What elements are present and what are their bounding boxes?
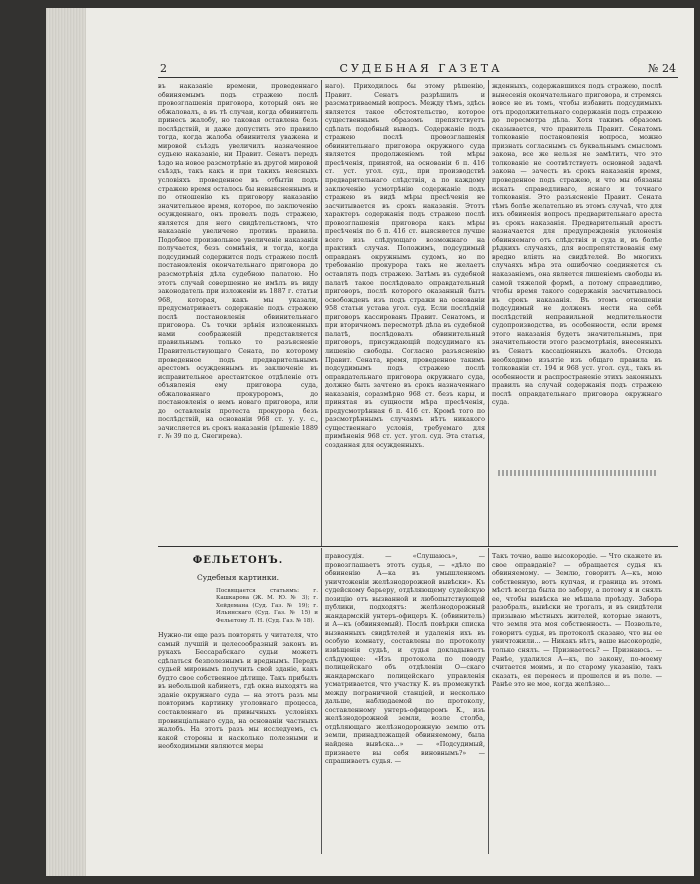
header-rule [158,77,678,78]
feuilleton-text-1: Нужно-ли еще разъ повторять у читателя, что самый лучшій и целесообразный законъ въ рукахъ Бессарабскаго судьи можетъ сдѣлаться безполезнымъ и вреднымъ. Передъ судьей мировымъ получить свой зданіе, какъ будто свое собственное дѣтище. Такъ прибылъ въ небольшой кабинетъ, гдѣ окна выходятъ на зданіе окружнаго суда — на этотъ разъ мы повторимъ картинку уголовнаго процесса, составленнаго въ привычныхъ условіяхъ провинціальнаго суда, на основаніи частныхъ жалобъ. На этотъ разъ мы исследуемъ, съ какой стороны и насколько полезными и необходимыми являются меры [158,631,318,751]
article-column-2 [325,82,485,542]
issue-number: № 24 [648,62,676,75]
page-number: 2 [160,62,167,75]
feuilleton-column-3 [492,552,662,852]
column-divider-3 [321,548,322,854]
column-2-text: наго). Приходилось бы этому рѣшенію, Правит. Сенатъ разрѣшилъ и разсматриваемый вопросъ. Между тѣмъ, здѣсь является такое обстоятельство, которое существеннымъ образомъ препятствуетъ сдѣлать подобный выводъ. Содержаніе подъ стражею послѣ провозглашенія обвинительнаго приговора окружного суда является продолженіемъ той мѣры пресѣченія, принятой, на основаніи 6 п. 416 ст. уст. угол. суд., при производствѣ предварительнаго слѣдствія, а по каждому заключенію усмотрѣнію содержаніе подъ стражею въ видѣ мѣры пресѣченія не засчитывается въ срокъ наказанія. Этотъ характеръ содержанія подъ стражею послѣ провозглашенія приговора какъ мѣры пресѣченія по 6 п. 416 ст. выясняется лучше всего изъ слѣдующаго возможнаго на практикѣ случая. Положимъ, подсудимый оправданъ окружнымъ судомъ, но по требованію прокурора такъ не желаетъ оставлять подъ стражею. Затѣмъ въ судебной палатѣ такое послѣдовало оправдательный приговоръ, послѣ которого оказанный бытъ освобожденъ изъ подъ стражи на основаніи 958 статьи устава угол. суд. Если послѣдній приговоръ кассированъ Правит. Сенатомъ, и при вторичномъ пересмотрѣ дѣла въ судебной палатѣ, послѣдовалъ обвинительный приговоръ, присуждающій подсудимаго къ лишенію свободы. Согласно разъясненію Правит. Сената, время, проведенное такимъ подсудимымъ подъ стражею послѣ оправдательнаго приговора окружнаго суда, должно быть зачтено въ срокъ назначеннаго наказанія, соразмѣрно 968 ст. безъ кары, и принятая въ сущности мѣра пресѣченія, предусмотрѣнная 6 п. 416 ст. Кромѣ того по разсмотрѣннымъ случаямъ нѣтъ никакого существеннаго условія, требуемаго для примѣненія 968 ст. уст. угол. суд. Эта статья, созданная для осужденныхъ. [325,82,485,449]
feuilleton-text-2: правосудія. — «Слушаюсь», — провозглашаетъ этотъ судья, — «дѣло по обвиненію А—ка въ умышленномъ уничтоженіи желѣзнодорожной вывѣски». Къ судейскому барьеру, отдѣляющему судейскую позицію отъ вызванной и любопытствующей публики, подходятъ: желѣзнодорожный жандармскій унтеръ-офицеръ К. (обвинитель) и А—къ (обвиняемый). Послѣ повѣрки списка вызванныхъ свидѣтелей и удаленія ихъ въ особую комнату, составлены по протоколу извѣщенія судьѣ, и судья докладываетъ слѣдующее: «Изъ протокола по поводу полицейскаго объ отдѣленіи О—скаго жандармскаго полицейскаго управленія усматривается, что участку К. въ промежуткѣ между пограничной станціей, и несколько дальше, наблюдаемой по протоколу, составленному унтеръ-офицеромъ К., изъ желѣзнодорожной земли, возле столба, отдѣляющаго желѣзнодорожную землю отъ земли, принадлежащей обвиняемому, была найдена вывѣска...» — «Подсудимый, признаете вы себя виновнымъ?» — спрашиваетъ судья. — [325,552,485,766]
article-column-1 [158,82,318,542]
column-divider-1 [321,80,322,546]
newspaper-title: СУДЕБНАЯ ГАЗЕТА [339,62,503,75]
column-1-text: въ наказаніе времени, проведеннаго обвиняемымъ подъ стражею послѣ провозглашенія приговора, который онъ не обжаловалъ, а въ тѣ случаи, когда обвинитель принесъ жалобу, но таковая оставлена безъ послѣдствій, и даже допустить это правило тогда, когда жалоба обвинителя уважена и мировой съѣздъ увеличилъ назначенное судьею наказаніе, ни Правит. Сенатъ передъ ѣздо на новое разсмотрѣніе въ другой мировой съѣздъ, такъ какъ и при такихъ неясныхъ условіяхъ проведенное въ отбытіи подъ стражею время осталось бы невыясненнымъ и по отношенію къ приговору наказанію значительное время, которое, по заключенію осужденнаго, онъ провелъ подъ стражею, является для него свидѣтельствомъ, что наказаніе увеличено противъ правила. Подобное произвольное увеличеніе наказанія получается, безъ сомнѣнія, и тогда, когда подсудимый содержится подъ стражею послѣ постановленія окончательнаго приговора до разсмотрѣнія дѣла судебною палатою. Но этотъ случай совершенно не имѣлъ въ виду законодатель при изложеніи въ 1887 г. статьи 968, которая, какъ мы указали, предусматриваетъ содержаніе подъ стражею послѣ постановленія обвинительнаго приговора. Съ точки зрѣнія изложенныхъ нами соображеній представляется правильнымъ только то разъясненіе Правительствующаго Сената, по которому проведенное подъ предварительнымъ арестомъ осужденнымъ въ заключеніе въ исправительное арестантское отдѣленіе отъ объявленія ему приговора суда, обжалованнаго прокуроромъ, до постановленія о немъ новаго приговора, или до оставленія протеста прокурора безъ послѣдствій, на основаніи 968 ст. у. у. с., зачисляется въ срокъ наказанія (рѣшеніе 1889 г. № 39 по д. Снегирева). [158,82,318,441]
ornament-divider [498,470,658,476]
column-divider-2 [488,80,489,546]
feuilleton-rule [158,546,678,547]
feuilleton-dedication: Посвящается статьямъ: г. Кашкарова (Ж. М. Ю. № 3); г. Хейдемана (Суд. Газ. № 19); г. Ильинскаго (Суд. Газ. № 15) и Фельетону Л. Н. (Суд. Газ. № 18). [216,588,318,624]
feuilleton-column-1 [158,552,318,852]
page-edges [46,8,86,876]
feuilleton-column-2 [325,552,485,852]
page-header [160,62,682,76]
feuilleton-title: ФЕЛЬЕТОНЪ. [192,555,284,566]
column-divider-4 [488,548,489,854]
feuilleton-subtitle: Судебныя картинки. [197,573,279,582]
column-3-text: жденныхъ, содержавшихся подъ стражею, послѣ вынесенія окончательнаго приговора, и стремясь вовсе не въ томъ, чтобы избавить подсудимыхъ отъ продолжительнаго содержанія подъ стражею до пересмотра дѣла. Хотя такимъ образомъ сказывается, что правитель Правит. Сенатомъ толкованіе постановленія вопроса, можно признать согласнымъ съ буквальнымъ смысломъ закона, все же нельзя не замѣтить, что это толкованіе не соотвѣтствуетъ основной задачѣ закона — зачесть въ срокъ наказанія время, проведенное подъ стражею, и что мы обязаны искать справедливаго, яснаго и точнаго толкованія. Это разъясненіе Правит. Сената тѣмъ болѣе желательно въ этомъ случаѣ, что для ихъ обвиненія вопросъ предварительнаго ареста въ срокъ наказанія. Предварительный арестъ назначается для предупрежденія уклоненія обвиняемаго отъ слѣдствія и суда и, въ болѣе рѣдкихъ случаяхъ, для воспрепятствованія ему вредно вліять на свидѣтелей. Во многихъ случаяхъ мѣра эта ошибочно соединяется съ наказаніемъ, она является лишеніемъ свободы въ самой тяжелой формѣ, а потому справедливо, чтобы время такого содержанія засчитывалось въ срокъ наказанія. Въ этомъ отношеніи подсудимый не долженъ нести на себѣ послѣдствій неправильной медлительности судопроизводства, въ особенности, если время этого наказанія будетъ значительнымъ, при значительности этого разсмотрѣнія, внесенныхъ въ Сенатъ кассаціонныхъ жалобъ. Отсюда необходимо изъятіе изъ общаго правила въ толкованіи ст. 194 и 968 уст. угол. суд., такъ въ особенности и распространеніе этихъ законныхъ правилъ на случай содержанія подъ стражею послѣ оправдательнаго приговора окружнаго суда. [492,82,662,407]
feuilleton-text-3: Такъ точно, ваше высокородіе. — Что скажете въ свое оправданіе? — обращается судья къ обвиняемому. — Землю, говоритъ А—къ, мою собственную, вотъ купчая, и граница въ этомъ мѣстѣ всегда была по забору, а потому я и снялъ ее, чтобы вывѣска не мѣшала проѣзду. Забора разобралъ, вывѣски не трогалъ, и въ свидѣтели призываю мѣстныхъ жителей, которые знаютъ, что земля эта моя собственность. — Позвольте, говоритъ судья, въ протоколѣ сказано, что вы ее уничтожили... — Никакъ нѣтъ, ваше высокородіе, только снялъ. — Признаетесь? — Признаюсь. — Ранѣе, удалился А—къ, по закону, по-моему считается моимъ, и по старому указанію, такъ сказать, ея перенесъ и прошелся и въ поле. — Ранѣе это не мое, когда желѣзно... [492,552,662,689]
